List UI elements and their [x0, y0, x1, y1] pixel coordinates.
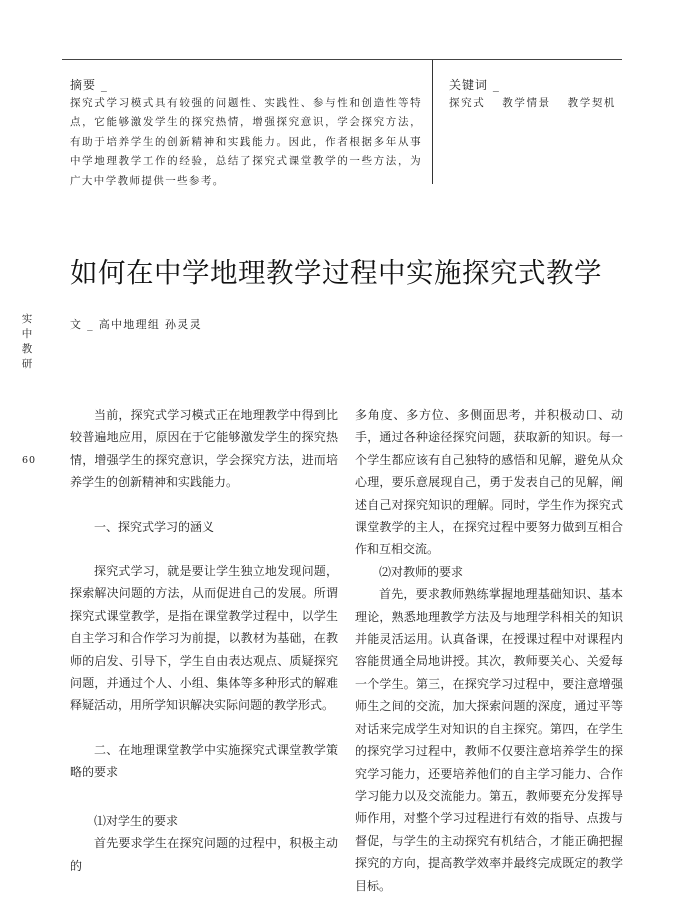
section-heading: 二、在地理课堂教学中实施探究式课堂教学策略的要求 — [70, 742, 338, 780]
section-label-char: 教 — [21, 343, 33, 355]
left-column — [70, 404, 338, 877]
paragraph: 多角度、多方位、多侧面思考，并积极动口、动手，通过各种途径探究问题，获取新的知识。每一个学生都应该有自己独特的感悟和见解，避免从众心理，要乐意展现自己，勇于发表自己的见解，阐述自己对探究知识的理解。同时，学生作为探究式课堂教学的主人，在探究过程中要努力做到互相合作和互相交流。 — [355, 408, 623, 557]
paragraph: 当前，探究式学习模式正在地理教学中得到比较普遍地应用，原因在于它能够激发学生的探究热情，增强学生的探究意识，学会探究方法，进而培养学生的创新精神和实践能力。 — [70, 408, 338, 490]
abstract-title: 摘要 _ — [70, 78, 108, 92]
right-column — [355, 404, 623, 897]
section-label-char: 中 — [21, 328, 33, 340]
keyword-item: 探究式 — [449, 97, 486, 109]
section-label-char: 研 — [21, 358, 33, 370]
subsection-heading: ⑴对学生的要求 — [94, 813, 179, 828]
paragraph: 探究式学习，就是要让学生独立地发现问题，探索解决问题的方法，从而促进自己的发展。所谓探究式课堂教学，是指在课堂教学过程中，以学生自主学习和合作学习为前提，以教材为基础，在教师的启发、引导下，学生自由表达观点、质疑探究问题，并通过个人、小组、集体等多种形式的解难释疑活动，用所学知识解决实际问题的教学形式。 — [70, 564, 338, 713]
paragraph: 首先，要求教师熟练掌握地理基础知识、基本理论，熟悉地理教学方法及与地理学科相关的知识并能灵活运用。认真备课，在授课过程中对课程内容能贯通全局地讲授。其次，教师要关心、关爱每一个学生。第三，在探究学习过程中，要注意增强师生之间的交流，加大探索问题的深度，通过平等对话来完成学生对知识的自主探究。第四，在学生的探究学习过程中，教师不仅要注意培养学生的探究学习能力，还要培养他们的自主学习能力、合作学习能力以及交流能力。第五，教师要充分发挥导师作用，对整个学习过程进行有效的指导、点拨与督促，与学生的主动探究有机结合，才能正确把握探究的方向，提高教学效率并最终完成既定的教学目标。 — [355, 587, 623, 893]
section-heading: 一、探究式学习的涵义 — [94, 519, 215, 534]
abstract-body: 探究式学习模式具有较强的问题性、实践性、参与性和创造性等特点，它能够激发学生的探究热情，增强探究意识，学会探究方法，有助于培养学生的创新精神和实践能力。因此，作者根据多年从事中学地理教学工作的经验，总结了探究式课堂教学的一些方法，为广大中学教师提供一些参考。 — [70, 97, 422, 187]
keyword-item: 教学契机 — [567, 97, 617, 109]
top-rule — [62, 59, 622, 60]
paragraph: 首先要求学生在探究问题的过程中，积极主动的 — [70, 836, 338, 873]
keyword-item: 教学情景 — [502, 97, 551, 109]
section-label-char: 实 — [21, 313, 33, 325]
keywords-title: 关键词 _ — [449, 78, 500, 92]
article-title: 如何在中学地理教学过程中实施探究式教学 — [70, 257, 602, 289]
section-label — [20, 312, 34, 372]
page-number: 60 — [22, 455, 37, 466]
keywords-list — [449, 95, 628, 110]
header-divider — [432, 60, 433, 184]
byline: 文 _ 高中地理组 孙灵灵 — [70, 318, 202, 331]
subsection-heading: ⑵对教师的要求 — [379, 564, 464, 579]
